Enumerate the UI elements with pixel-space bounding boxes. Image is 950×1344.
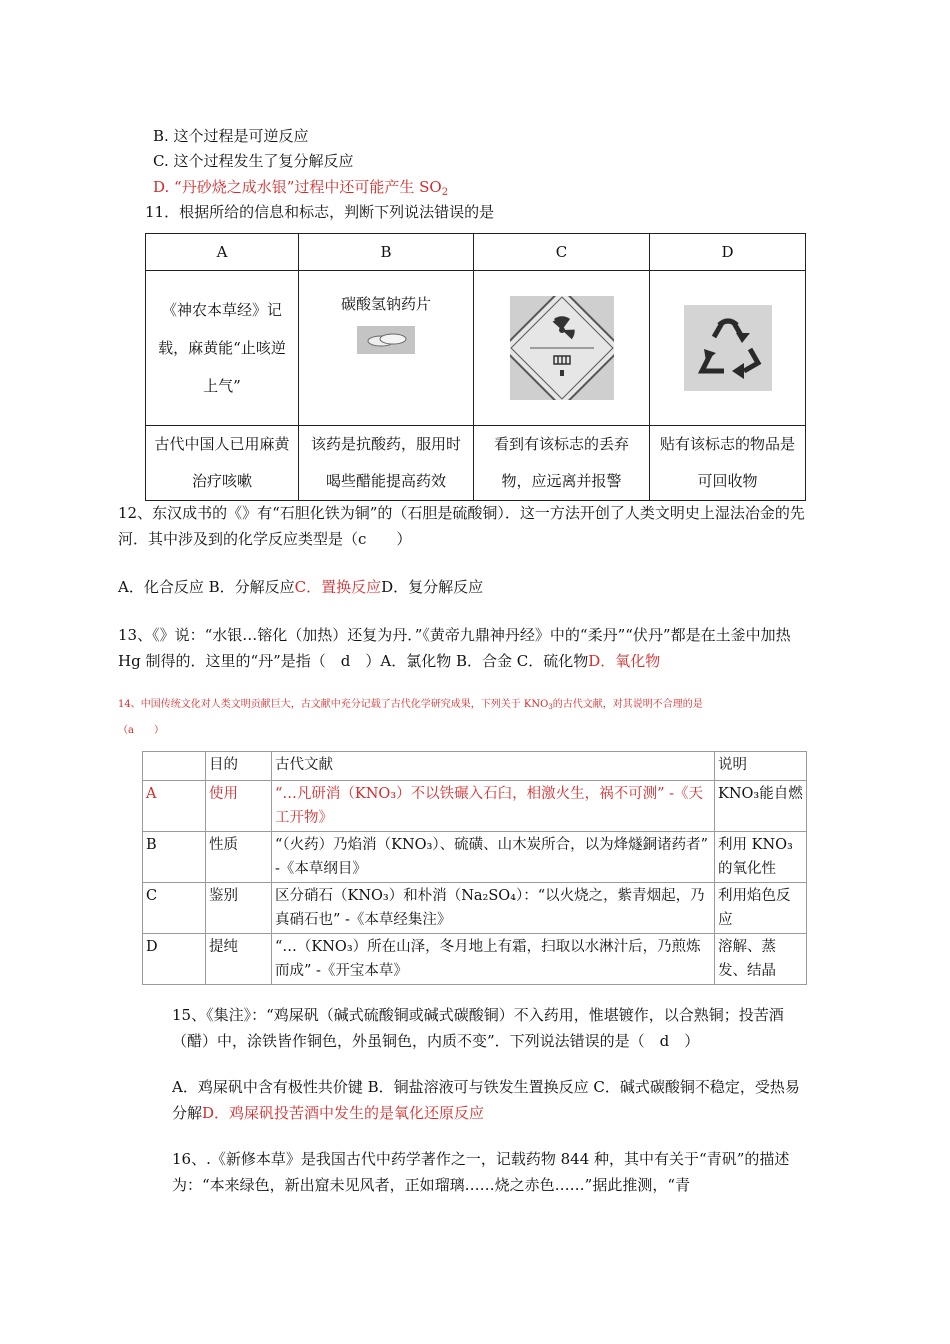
header-purpose: 目的 bbox=[206, 752, 272, 781]
question-12-stem: 12、东汉成书的《》有“石胆化铁为铜”的（石胆是硫酸铜）．这一方法开创了人类文明史上湿法冶金的先河．其中涉及到的化学反应类型是（c ） bbox=[118, 504, 805, 548]
question-11-table bbox=[145, 233, 806, 501]
cell-c-desc: 看到有该标志的丢弃物，应远离并报警 bbox=[474, 426, 650, 501]
cell-a-info: 《神农本草经》记载，麻黄能“止咳逆上气” bbox=[146, 271, 299, 426]
option-c-answer: C．置换反应 bbox=[294, 578, 382, 596]
row-c-label: C bbox=[143, 883, 206, 934]
question-14-answer: （a ） bbox=[118, 725, 164, 736]
question-15-stem: 15、《集注》：“鸡屎矾（碱式硫酸铜或碱式碳酸铜）不入药用，惟堪镀作，以合熟铜；投苦酒（醋）中，涂铁皆作铜色，外虽铜色，内质不变”．下列说法错误的是（ d ） bbox=[172, 1006, 784, 1050]
row-b-purpose: 性质 bbox=[206, 832, 272, 883]
question-15-options bbox=[172, 1074, 808, 1126]
row-a-note: KNO₃能自燃 bbox=[715, 781, 807, 832]
option-c: C. 这个过程发生了复分解反应 bbox=[153, 152, 354, 170]
question-14-stem: 14、中国传统文化对人类文明贡献巨大，古文献中充分记载了古代化学研究成果，下列关于 $KNO_3$的古代文献，对其说明不合理的是 bbox=[118, 699, 703, 711]
radioactive-warning-icon bbox=[510, 296, 614, 400]
cell-c-image bbox=[474, 271, 650, 426]
header-literature: 古代文献 bbox=[272, 752, 715, 781]
row-d-label: D bbox=[143, 934, 206, 985]
row-b-text: “（火药）乃焰消（KNO₃）、硫磺、山木炭所合，以为烽燧銅诸药者” -《本草纲目》 bbox=[272, 832, 715, 883]
question-12-options bbox=[118, 576, 483, 598]
question-14-table bbox=[142, 751, 807, 985]
tablet-icon bbox=[357, 326, 415, 354]
recycle-icon bbox=[684, 305, 772, 391]
col-header-a: A bbox=[146, 234, 299, 271]
row-b-label: B bbox=[143, 832, 206, 883]
row-a-purpose: 使用 bbox=[206, 781, 272, 832]
col-header-c: C bbox=[474, 234, 650, 271]
header-blank bbox=[143, 752, 206, 781]
option-d: D. “丹砂烧之成水银”过程中还可能产生 $SO_2$ bbox=[153, 178, 449, 198]
sodium-bicarbonate-label: 碳酸氢钠药片 bbox=[340, 295, 431, 313]
cell-d-desc: 贴有该标志的物品是可回收物 bbox=[650, 426, 806, 501]
option-b: B. 这个过程是可逆反应 bbox=[153, 127, 309, 145]
col-header-b: B bbox=[299, 234, 474, 271]
option-d-answer: D．鸡屎矾投苦酒中发生的是氧化还原反应 bbox=[202, 1104, 485, 1122]
cell-b-desc: 该药是抗酸药，服用时喝些醋能提高药效 bbox=[299, 426, 474, 501]
row-c-text: 区分硝石（KNO₃）和朴消（Na₂SO₄）：“以火烧之，紫青烟起，乃真硝石也” -《本草经集注》 bbox=[272, 883, 715, 934]
row-a-text: “…凡研消（KNO₃）不以铁碾入石臼，相激火生，祸不可测” -《天工开物》 bbox=[272, 781, 715, 832]
option-d: D．复分解反应 bbox=[381, 578, 484, 596]
row-d-purpose: 提纯 bbox=[206, 934, 272, 985]
header-note: 说明 bbox=[715, 752, 807, 781]
question-13-stem: 13、《》说：“水银…镕化（加热）还复为丹．”《黄帝九鼎神丹经》中的“柔丹”“伏丹”都是在土釜中加热 Hg 制得的．这里的“丹”是指（ d ）A．氯化物 B．合金 C．硫化物 bbox=[118, 626, 791, 670]
row-c-purpose: 鉴别 bbox=[206, 883, 272, 934]
tablet-image bbox=[357, 326, 415, 354]
options-abc: A．鸡屎矾中含有极性共价键 B．铜盐溶液可与铁发生置换反应 C．碱式碳酸铜不稳定，受热易分解 bbox=[172, 1078, 800, 1122]
row-c-note: 利用焰色反应 bbox=[715, 883, 807, 934]
option-d-answer: D．氧化物 bbox=[588, 652, 661, 670]
col-header-d: D bbox=[650, 234, 806, 271]
question-11-stem: 11．根据所给的信息和标志，判断下列说法错误的是 bbox=[145, 203, 495, 221]
cell-b-info bbox=[299, 271, 474, 426]
cell-d-image bbox=[650, 271, 806, 426]
row-a-label: A bbox=[143, 781, 206, 832]
cell-a-desc: 古代中国人已用麻黄治疗咳嗽 bbox=[146, 426, 299, 501]
question-13 bbox=[118, 622, 810, 674]
row-d-note: 溶解、蒸发、结晶 bbox=[715, 934, 807, 985]
question-16-stem: 16、.《新修本草》是我国古代中药学著作之一，记载药物 844 种，其中有关于“青矾”的描述为：“本来绿色，新出窟未见风者，正如瑠璃……烧之赤色……”据此推测，“青 bbox=[172, 1150, 790, 1194]
row-b-note: 利用 KNO₃的氧化性 bbox=[715, 832, 807, 883]
options-ab: A．化合反应 B．分解反应 bbox=[118, 578, 295, 596]
row-d-text: “…（KNO₃）所在山泽，冬月地上有霜，扫取以水淋汁后，乃煎炼而成” -《开宝本草》 bbox=[272, 934, 715, 985]
